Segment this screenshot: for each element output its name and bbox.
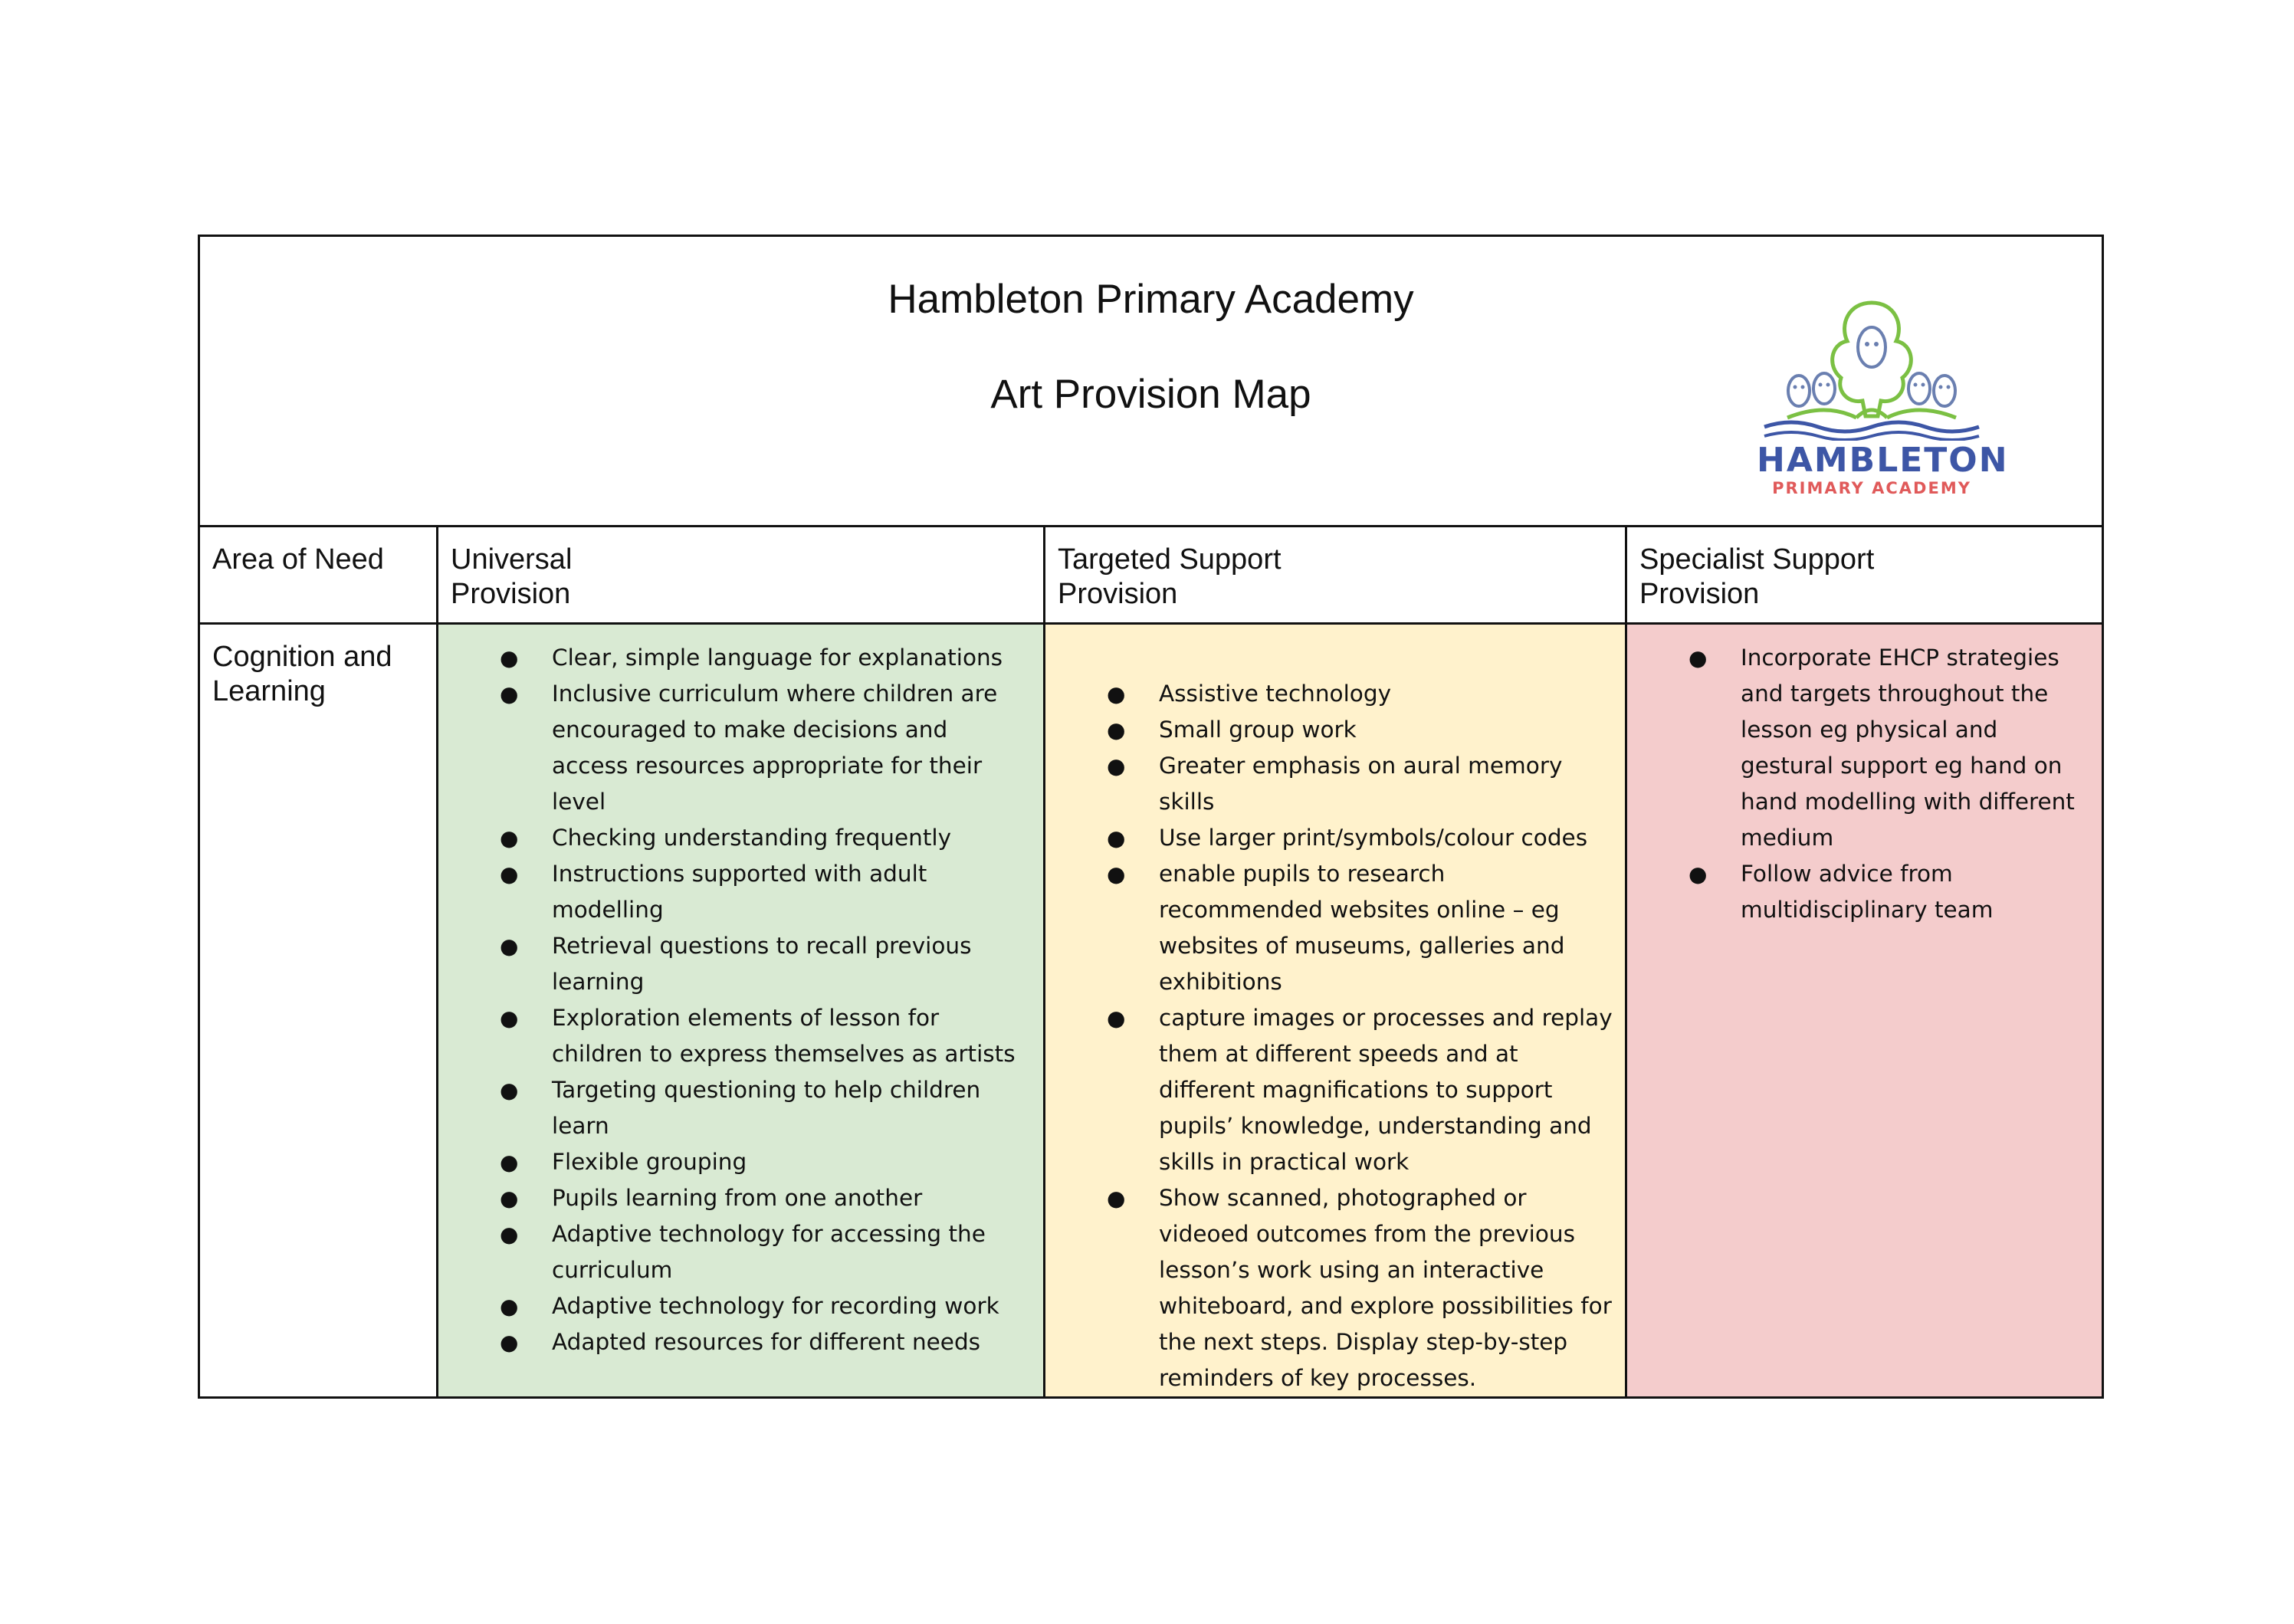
bullet-icon: ●	[500, 1078, 519, 1103]
list-item-text: Assistive technology	[1159, 681, 1392, 707]
school-name: Hambleton Primary Academy	[888, 277, 1414, 322]
list-item	[1107, 748, 1616, 820]
school-logo	[1757, 287, 2009, 510]
list-item	[500, 1072, 1028, 1144]
bullet-icon: ●	[1689, 645, 1708, 671]
logo-wordmark: HAMBLETON	[1757, 441, 2009, 480]
list-item-text: Exploration elements of lesson for children to express themselves as artists	[552, 1005, 1016, 1067]
list-item-text: capture images or processes and replay them at different speeds and at different magnifications to support pupils’ knowledge, understanding and skills in practical work	[1159, 1005, 1613, 1175]
list-item	[500, 1180, 1028, 1216]
list-item-text: Adaptive technology for accessing the curriculum	[552, 1221, 986, 1283]
bullet-icon: ●	[500, 1330, 519, 1355]
table-header-cell	[199, 236, 2103, 527]
list-item	[500, 1000, 1028, 1072]
logo-subtitle: PRIMARY ACADEMY	[1772, 479, 1971, 497]
list-item-text: Incorporate EHCP strategies and targets throughout the lesson eg physical and gestural support eg hand on hand modelling with different medium	[1741, 645, 2075, 851]
area-of-need-cell	[199, 624, 438, 1398]
list-item	[1689, 856, 2086, 928]
list-item	[500, 1144, 1028, 1180]
list-item-text: Checking understanding frequently	[552, 825, 952, 851]
bullet-icon: ●	[1689, 861, 1708, 887]
column-header-area	[199, 527, 438, 624]
bullet-icon: ●	[1107, 1186, 1126, 1211]
list-item-text: Follow advice from multidisciplinary team	[1741, 861, 1994, 923]
bullet-icon: ●	[1107, 753, 1126, 779]
list-item	[1107, 1000, 1616, 1180]
list-item-text: Show scanned, photographed or videoed outcomes from the previous lesson’s work using an interactive whiteboard, and explore possibilities for the next steps. Display step-by-step reminders of key processes.	[1159, 1185, 1612, 1391]
list-item	[1107, 676, 1616, 712]
bullet-icon: ●	[500, 681, 519, 707]
provision-map-table	[198, 235, 2104, 1399]
list-item-text: Pupils learning from one another	[552, 1185, 923, 1211]
list-item	[1689, 640, 2086, 856]
universal-provision-cell	[438, 624, 1045, 1398]
bullet-icon: ●	[1107, 681, 1126, 707]
list-item-text: Instructions supported with adult modelling	[552, 861, 927, 923]
list-item	[1107, 820, 1616, 856]
list-item	[500, 820, 1028, 856]
bullet-icon: ●	[500, 825, 519, 851]
list-item-text: Inclusive curriculum where children are encouraged to make decisions and access resources appropriate for their level	[552, 681, 998, 815]
list-item	[500, 1216, 1028, 1288]
list-item	[500, 856, 1028, 928]
column-header-targeted-label: Targeted Support Provision	[1058, 543, 1282, 610]
bullet-icon: ●	[500, 1186, 519, 1211]
bullet-icon: ●	[1107, 825, 1126, 851]
bullet-icon: ●	[500, 1006, 519, 1031]
bullet-icon: ●	[500, 861, 519, 887]
specialist-support-list	[1627, 625, 2102, 928]
list-item	[500, 928, 1028, 1000]
list-item	[1107, 712, 1616, 748]
list-item-text: Retrieval questions to recall previous learning	[552, 933, 972, 995]
list-item-text: enable pupils to research recommended websites online – eg websites of museums, galleries and exhibitions	[1159, 861, 1565, 995]
column-header-specialist	[1626, 527, 2103, 624]
list-item-text: Adaptive technology for recording work	[552, 1293, 999, 1319]
targeted-support-list	[1045, 625, 1625, 1396]
list-item-text: Adapted resources for different needs	[552, 1329, 981, 1355]
column-header-targeted	[1045, 527, 1626, 624]
list-item-text: Greater emphasis on aural memory skills	[1159, 753, 1563, 815]
column-header-specialist-label: Specialist Support Provision	[1639, 543, 1875, 610]
bullet-icon: ●	[500, 1150, 519, 1175]
logo-tree-icon	[1757, 287, 1987, 441]
column-header-universal-label: Universal Provision	[451, 543, 573, 610]
list-item	[500, 640, 1028, 676]
universal-provision-list	[438, 625, 1043, 1360]
list-item-text: Flexible grouping	[552, 1149, 747, 1175]
list-item-text: Small group work	[1159, 717, 1357, 743]
list-item-text: Clear, simple language for explanations	[552, 645, 1003, 671]
map-title: Art Provision Map	[990, 372, 1311, 417]
list-item	[500, 1288, 1028, 1324]
list-item-text: Use larger print/symbols/colour codes	[1159, 825, 1588, 851]
area-of-need-label: Cognition and Learning	[212, 641, 392, 707]
specialist-support-cell	[1626, 624, 2103, 1398]
list-item	[500, 676, 1028, 820]
bullet-icon: ●	[500, 645, 519, 671]
bullet-icon: ●	[500, 1294, 519, 1319]
list-item	[500, 1324, 1028, 1360]
column-header-universal	[438, 527, 1045, 624]
list-item	[1107, 1180, 1616, 1396]
targeted-support-cell	[1045, 624, 1626, 1398]
bullet-icon: ●	[1107, 1006, 1126, 1031]
bullet-icon: ●	[1107, 717, 1126, 743]
list-item-text: Targeting questioning to help children learn	[552, 1077, 981, 1139]
bullet-icon: ●	[1107, 861, 1126, 887]
table-row	[199, 624, 2103, 1398]
list-item	[1107, 856, 1616, 1000]
bullet-icon: ●	[500, 933, 519, 959]
column-header-area-label: Area of Need	[212, 543, 384, 576]
bullet-icon: ●	[500, 1222, 519, 1247]
